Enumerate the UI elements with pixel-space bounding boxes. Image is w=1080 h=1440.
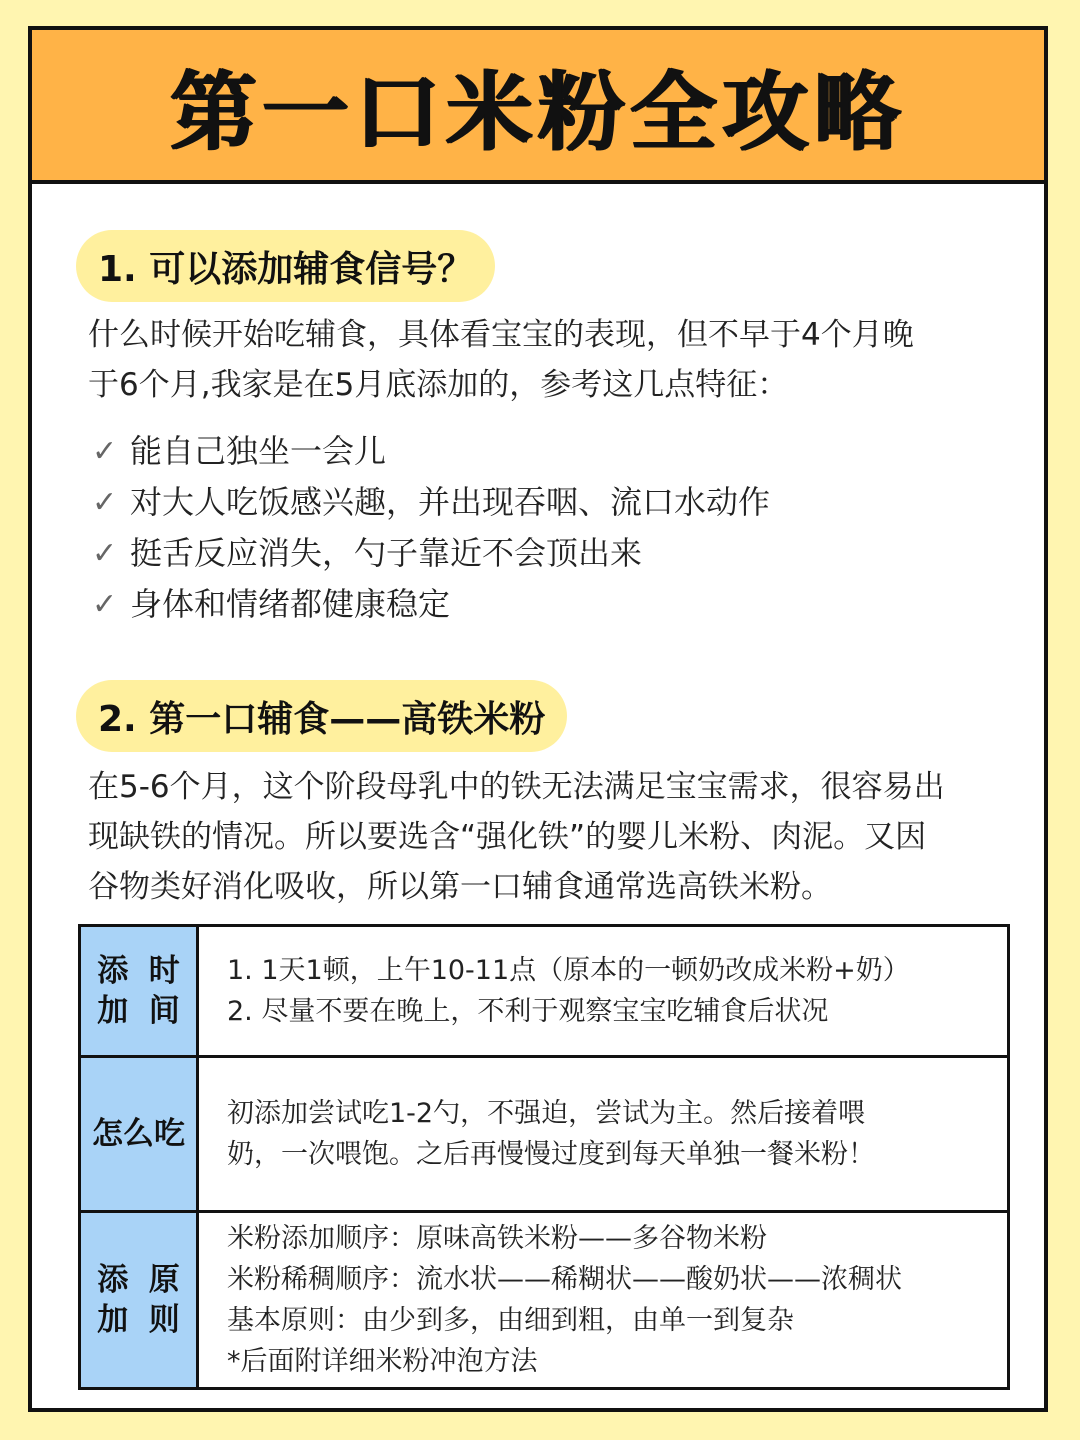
- table-row: [81, 1058, 1007, 1213]
- row-header: [81, 1213, 199, 1387]
- row-line: 米粉添加顺序：原味高铁米粉——多谷物米粉: [227, 1223, 767, 1254]
- intro-line: 谷物类好消化吸收，所以第一口辅食通常选高铁米粉。: [88, 869, 832, 905]
- section1-heading: 1. 可以添加辅食信号？: [76, 230, 495, 302]
- checklist-item-text: 能自己独坐一会儿: [130, 432, 387, 470]
- row-content: [199, 1213, 1007, 1387]
- row-line: 基本原则：由少到多，由细到粗，由单一到复杂: [227, 1305, 794, 1336]
- row-line: 奶，一次喂饱。之后再慢慢过度到每天单独一餐米粉！: [227, 1139, 875, 1170]
- checklist-item-text: 身体和情绪都健康稳定: [130, 585, 451, 623]
- table-row: [81, 927, 1007, 1058]
- checklist-item: [92, 426, 770, 477]
- content-card: [28, 26, 1048, 1412]
- row-line: *后面附详细米粉冲泡方法: [227, 1346, 538, 1377]
- row-header-line: 原则: [148, 1262, 180, 1338]
- signal-checklist: [92, 426, 770, 630]
- intro-line: 于6个月,我家是在5月底添加的，参考这几点特征：: [88, 367, 789, 403]
- check-icon: ✓: [92, 434, 118, 469]
- page-title: 第一口米粉全攻略: [170, 63, 906, 163]
- checklist-item-text: 对大人吃饭感兴趣，并出现吞咽、流口水动作: [130, 483, 771, 521]
- row-header-line: 怎么吃: [92, 1116, 185, 1152]
- row-line: 初添加尝试吃1-2勺，不强迫，尝试为主。然后接着喂: [227, 1098, 866, 1129]
- row-header-line: 添加: [97, 1262, 129, 1338]
- row-line: 米粉稀稠顺序：流水状——稀糊状——酸奶状——浓稠状: [227, 1264, 902, 1295]
- row-header-line: 添加: [97, 953, 129, 1029]
- row-content: [199, 927, 1007, 1055]
- feeding-guide-table: [78, 924, 1010, 1390]
- row-content: [199, 1058, 1007, 1210]
- row-header: [81, 927, 199, 1055]
- intro-line: 什么时候开始吃辅食，具体看宝宝的表现，但不早于4个月晚: [88, 317, 914, 353]
- check-icon: ✓: [92, 485, 118, 520]
- row-header: [81, 1058, 199, 1210]
- checklist-item: [92, 579, 770, 630]
- section2-intro: [88, 762, 1038, 912]
- check-icon: ✓: [92, 587, 118, 622]
- section2-heading: 2. 第一口辅食——高铁米粉: [76, 680, 567, 752]
- check-icon: ✓: [92, 536, 118, 571]
- row-line: 2. 尽量不要在晚上，不利于观察宝宝吃辅食后状况: [227, 996, 829, 1027]
- section1-intro: [88, 310, 1038, 410]
- checklist-item: [92, 477, 770, 528]
- row-header-line: 时间: [148, 953, 180, 1029]
- intro-line: 在5-6个月，这个阶段母乳中的铁无法满足宝宝需求，很容易出: [88, 769, 945, 805]
- checklist-item: [92, 528, 770, 579]
- title-banner: [32, 30, 1044, 184]
- intro-line: 现缺铁的情况。所以要选含“强化铁”的婴儿米粉、肉泥。又因: [88, 819, 927, 855]
- row-line: 1. 1天1顿，上午10-11点（原本的一顿奶改成米粉+奶）: [227, 955, 910, 986]
- table-row: [81, 1213, 1007, 1387]
- checklist-item-text: 挺舌反应消失，勺子靠近不会顶出来: [130, 534, 643, 572]
